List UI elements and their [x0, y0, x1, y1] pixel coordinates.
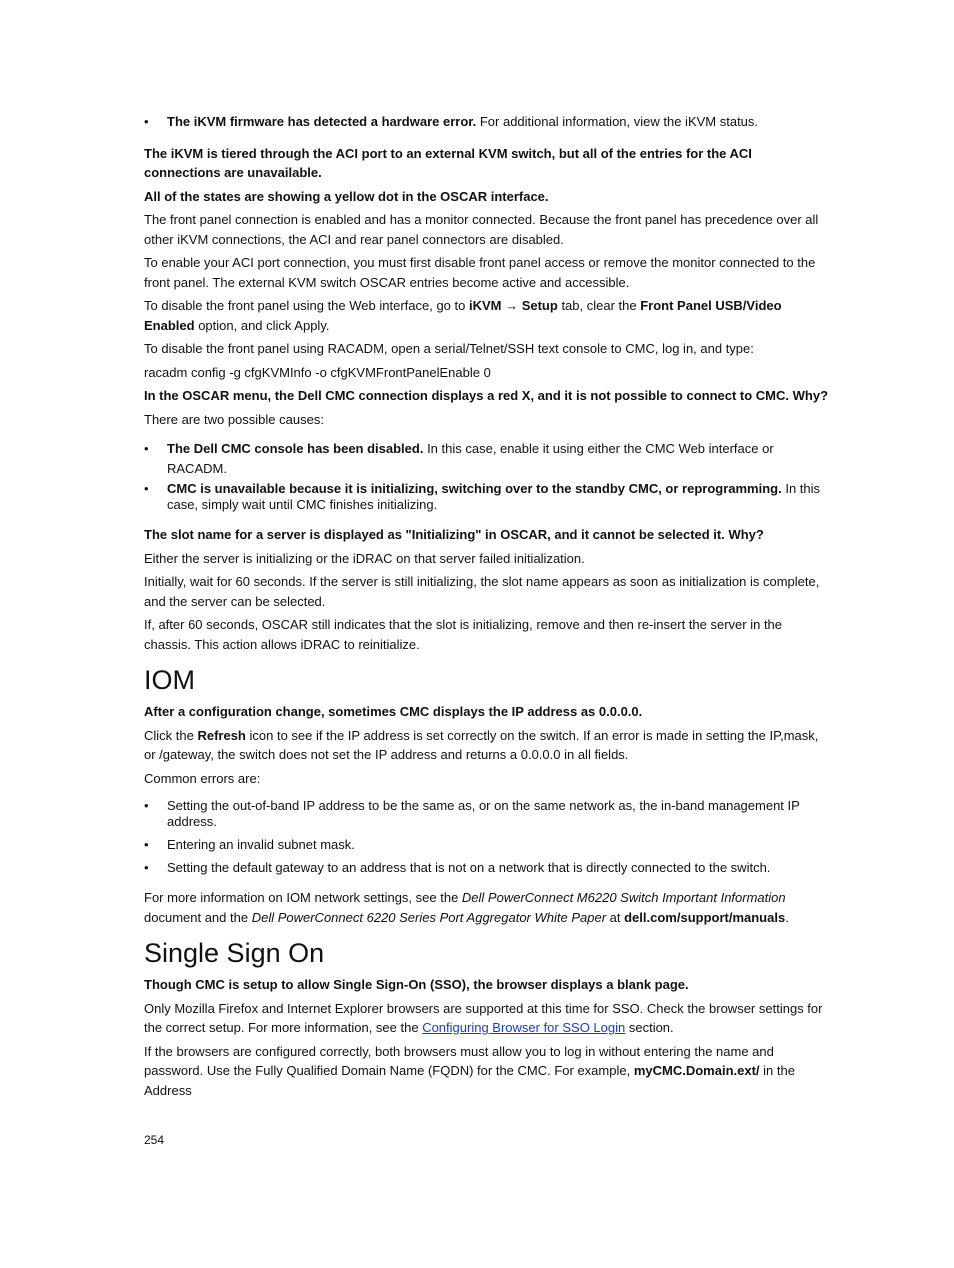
paragraph: There are two possible causes:: [144, 411, 324, 427]
paragraph: To disable the front panel using the Web interface, go to iKVM → Setup tab, clear the Front Panel USB/Video Enabled option, and click Apply.: [144, 298, 782, 333]
paragraph: Initially, wait for 60 seconds. If the server is still initializing, the slot name appears as soon as initialization is complete, and the server can be selected.: [144, 574, 820, 609]
page-content: [144, 112, 832, 1100]
list-item: [144, 439, 832, 478]
ui-term: Setup: [521, 298, 558, 313]
paragraph: Common errors are:: [144, 770, 261, 786]
bullet-text: In this case, enable it using either the CMC Web interface or RACADM.: [167, 441, 774, 476]
paragraph: If the browsers are configured correctly, both browsers must allow you to log in without entering the name and password. Use the Fully Qualified Domain Name (FQDN) for the CMC. For example, myCMC.Domain.ext/ in the Address: [144, 1043, 795, 1098]
question-subheading: All of the states are showing a yellow dot in the OSCAR interface.: [144, 188, 549, 204]
list-item: • Setting the out-of-band IP address to be the same as, or on the same network as, the in-band management IP address.: [144, 798, 832, 830]
ui-term: Refresh: [197, 727, 246, 743]
bullet-lead: The Dell CMC console has been disabled.: [167, 441, 424, 456]
paragraph: Only Mozilla Firefox and Internet Explorer browsers are supported at this time for SSO. Check the browser settings for the correct setup. For more information, see the Configuring Browser for SSO Login section.: [144, 1000, 823, 1035]
bullet-lead: CMC is unavailable because it is initializing, switching over to the standby CMC, or reprogramming.: [167, 481, 782, 496]
list-item: [144, 481, 832, 513]
bullet-text: In this case, simply wait until CMC finishes initializing.: [167, 481, 821, 512]
paragraph: The front panel connection is enabled and has a monitor connected. Because the front panel has precedence over all other iKVM connections, the ACI and rear panel connectors are disabled.: [144, 212, 819, 247]
ui-term: iKVM: [468, 298, 502, 313]
paragraph: Click the Refresh icon to see if the IP address is set correctly on the switch. If an error is made in setting the IP,mask, or /gateway, the switch does not set the IP address and returns a 0.0.0.0 in all fields.: [144, 727, 819, 762]
list-item: [144, 112, 832, 132]
question-heading: After a configuration change, sometimes CMC displays the IP address as 0.0.0.0.: [144, 704, 643, 719]
list-item: • Setting the default gateway to an address that is not on a network that is directly connected to the switch.: [144, 858, 832, 878]
paragraph: For more information on IOM network settings, see the Dell PowerConnect M6220 Switch Important Information document and the Dell PowerConnect 6220 Series Port Aggregator White Paper at dell.com/support/manuals.: [144, 890, 789, 925]
question-heading: The iKVM is tiered through the ACI port to an external KVM switch, but all of the entries for the ACI connections are unavailable.: [144, 145, 752, 180]
section-heading-iom: IOM: [144, 665, 195, 695]
paragraph: Either the server is initializing or the iDRAC on that server failed initialization.: [144, 550, 585, 566]
bullet-lead: The iKVM firmware has detected a hardware error.: [167, 114, 477, 129]
page-number: 254: [144, 1133, 165, 1147]
document-title: Dell PowerConnect M6220 Switch Important Information: [461, 890, 786, 905]
question-heading: In the OSCAR menu, the Dell CMC connection displays a red X, and it is not possible to connect to CMC. Why?: [144, 388, 829, 403]
section-heading-sso: Single Sign On: [144, 938, 325, 968]
paragraph: To enable your ACI port connection, you must first disable front panel access or remove the monitor connected to the front panel. The external KVM switch OSCAR entries become active and accessible.: [144, 255, 816, 290]
support-url: dell.com/support/manuals: [624, 909, 786, 925]
example-address: myCMC.Domain.ext/: [633, 1063, 760, 1078]
list-item: • Entering an invalid subnet mask.: [144, 835, 832, 855]
document-title: Dell PowerConnect 6220 Series Port Aggregator White Paper: [251, 909, 607, 925]
paragraph: If, after 60 seconds, OSCAR still indicates that the slot is initializing, remove and then re-insert the server in the chassis. This action allows iDRAC to reinitialize.: [144, 617, 783, 652]
ui-term: Front Panel USB/Video Enabled: [144, 298, 782, 333]
sso-config-link[interactable]: Configuring Browser for SSO Login: [422, 1020, 626, 1035]
command-line: racadm config -g cfgKVMInfo -o cfgKVMFrontPanelEnable 0: [144, 364, 491, 380]
question-heading: Though CMC is setup to allow Single Sign-On (SSO), the browser displays a blank page.: [144, 977, 689, 992]
question-heading: The slot name for a server is displayed as "Initializing" in OSCAR, and it cannot be selected it. Why?: [144, 527, 764, 542]
paragraph: To disable the front panel using RACADM, open a serial/Telnet/SSH text console to CMC, log in, and type:: [144, 341, 754, 356]
bullet-text: For additional information, view the iKVM status.: [476, 114, 759, 129]
